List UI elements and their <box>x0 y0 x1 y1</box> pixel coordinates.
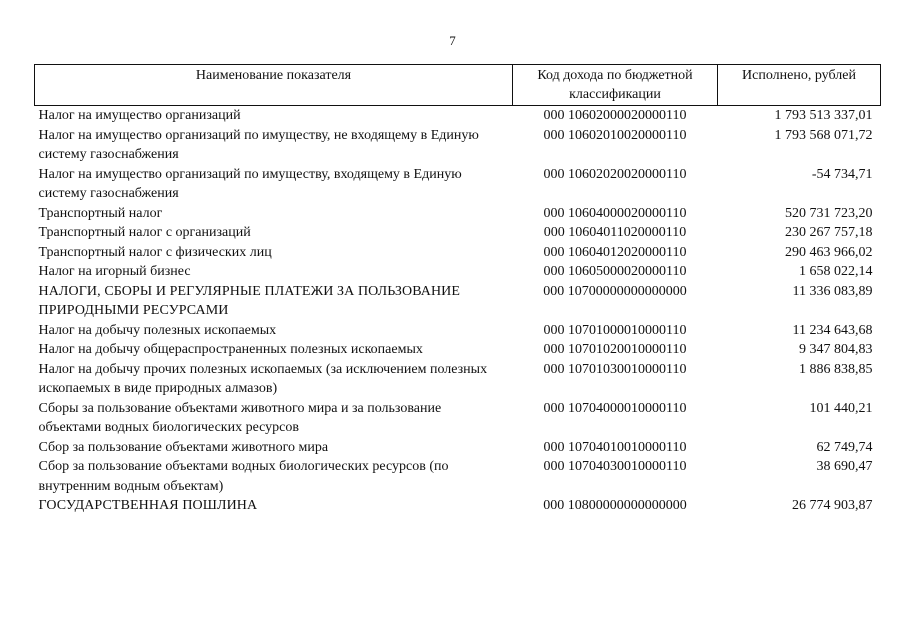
row-code: 000 10604012020000110 <box>543 244 687 260</box>
row-amount: 101 440,21 <box>809 400 873 416</box>
row-name: Налог на имущество организаций <box>38 108 241 123</box>
row-code: 000 10602000020000110 <box>543 108 687 123</box>
row-amount: 1 886 838,85 <box>799 361 873 377</box>
row-amount: 9 347 804,83 <box>799 342 873 357</box>
row-code: 000 10605000020000110 <box>543 264 687 279</box>
row-amount: -54 734,71 <box>811 166 873 182</box>
table-row <box>35 457 881 496</box>
row-code: 000 10604000020000110 <box>543 205 687 221</box>
row-code: 000 10602010020000110 <box>543 127 687 143</box>
revenue-table <box>34 64 881 516</box>
table-row <box>35 282 881 321</box>
row-amount: 230 267 757,18 <box>785 225 873 240</box>
table-row <box>35 262 881 282</box>
page-number: 7 <box>449 33 456 48</box>
row-name: Сбор за пользование объектами животного мира <box>38 439 329 455</box>
row-amount: 1 793 513 337,01 <box>774 108 873 123</box>
row-code: 000 10704010010000110 <box>543 439 687 455</box>
row-name: НАЛОГИ, СБОРЫ И РЕГУЛЯРНЫЕ ПЛАТЕЖИ ЗА ПОЛЬЗОВАНИЕ ПРИРОДНЫМИ РЕСУРСАМИ <box>38 283 461 318</box>
row-code: 000 10701030010000110 <box>543 361 687 377</box>
table-row <box>35 165 881 204</box>
row-amount: 520 731 723,20 <box>785 205 873 221</box>
row-name: Сбор за пользование объектами водных биологических ресурсов (по внутренним водным объектам) <box>38 459 449 494</box>
row-name: Транспортный налог <box>38 205 163 221</box>
row-code: 000 10700000000000000 <box>543 283 687 299</box>
row-code: 000 10704000010000110 <box>543 400 687 416</box>
row-amount: 1 658 022,14 <box>799 264 873 279</box>
row-name: Сборы за пользование объектами животного мира и за пользование объектами водных биологических ресурсов <box>38 400 442 435</box>
row-name: ГОСУДАРСТВЕННАЯ ПОШЛИНА <box>38 498 258 513</box>
row-code: 000 10701000010000110 <box>543 322 687 338</box>
table-header-row <box>35 65 881 106</box>
row-code: 000 10602020020000110 <box>543 166 687 182</box>
row-code: 000 10704030010000110 <box>543 459 687 474</box>
row-name: Налог на добычу полезных ископаемых <box>38 322 277 338</box>
header-code: Код дохода по бюджетной классификации <box>513 65 718 106</box>
table-row <box>35 126 881 165</box>
row-amount: 38 690,47 <box>816 459 873 474</box>
header-amount: Исполнено, рублей <box>718 65 881 106</box>
row-amount: 62 749,74 <box>816 439 873 455</box>
row-amount: 11 234 643,68 <box>792 322 873 338</box>
table-row <box>35 243 881 263</box>
table-row <box>35 106 881 126</box>
table-row <box>35 438 881 458</box>
row-code: 000 10604011020000110 <box>543 225 687 240</box>
table-row <box>35 321 881 341</box>
row-name: Транспортный налог с физических лиц <box>38 244 272 260</box>
row-name: Налог на добычу прочих полезных ископаемых (за исключением полезных ископаемых в виде природных алмазов) <box>38 361 488 396</box>
header-name: Наименование показателя <box>35 65 513 106</box>
table-row <box>35 223 881 243</box>
row-amount: 26 774 903,87 <box>792 498 873 513</box>
row-amount: 11 336 083,89 <box>792 283 873 299</box>
row-amount: 290 463 966,02 <box>785 244 873 260</box>
row-name: Налог на имущество организаций по имуществу, не входящему в Единую систему газоснабжения <box>38 127 479 162</box>
row-name: Налог на игорный бизнес <box>38 264 191 279</box>
row-code: 000 10800000000000000 <box>543 498 687 513</box>
table-row <box>35 360 881 399</box>
table-row <box>35 204 881 224</box>
row-name: Налог на добычу общераспространенных полезных ископаемых <box>38 342 423 357</box>
table-row <box>35 496 881 516</box>
row-name: Налог на имущество организаций по имуществу, входящему в Единую систему газоснабжения <box>38 166 462 201</box>
row-code: 000 10701020010000110 <box>543 342 687 357</box>
table-row <box>35 399 881 438</box>
row-amount: 1 793 568 071,72 <box>774 127 873 143</box>
row-name: Транспортный налог с организаций <box>38 225 251 240</box>
table-row <box>35 340 881 360</box>
